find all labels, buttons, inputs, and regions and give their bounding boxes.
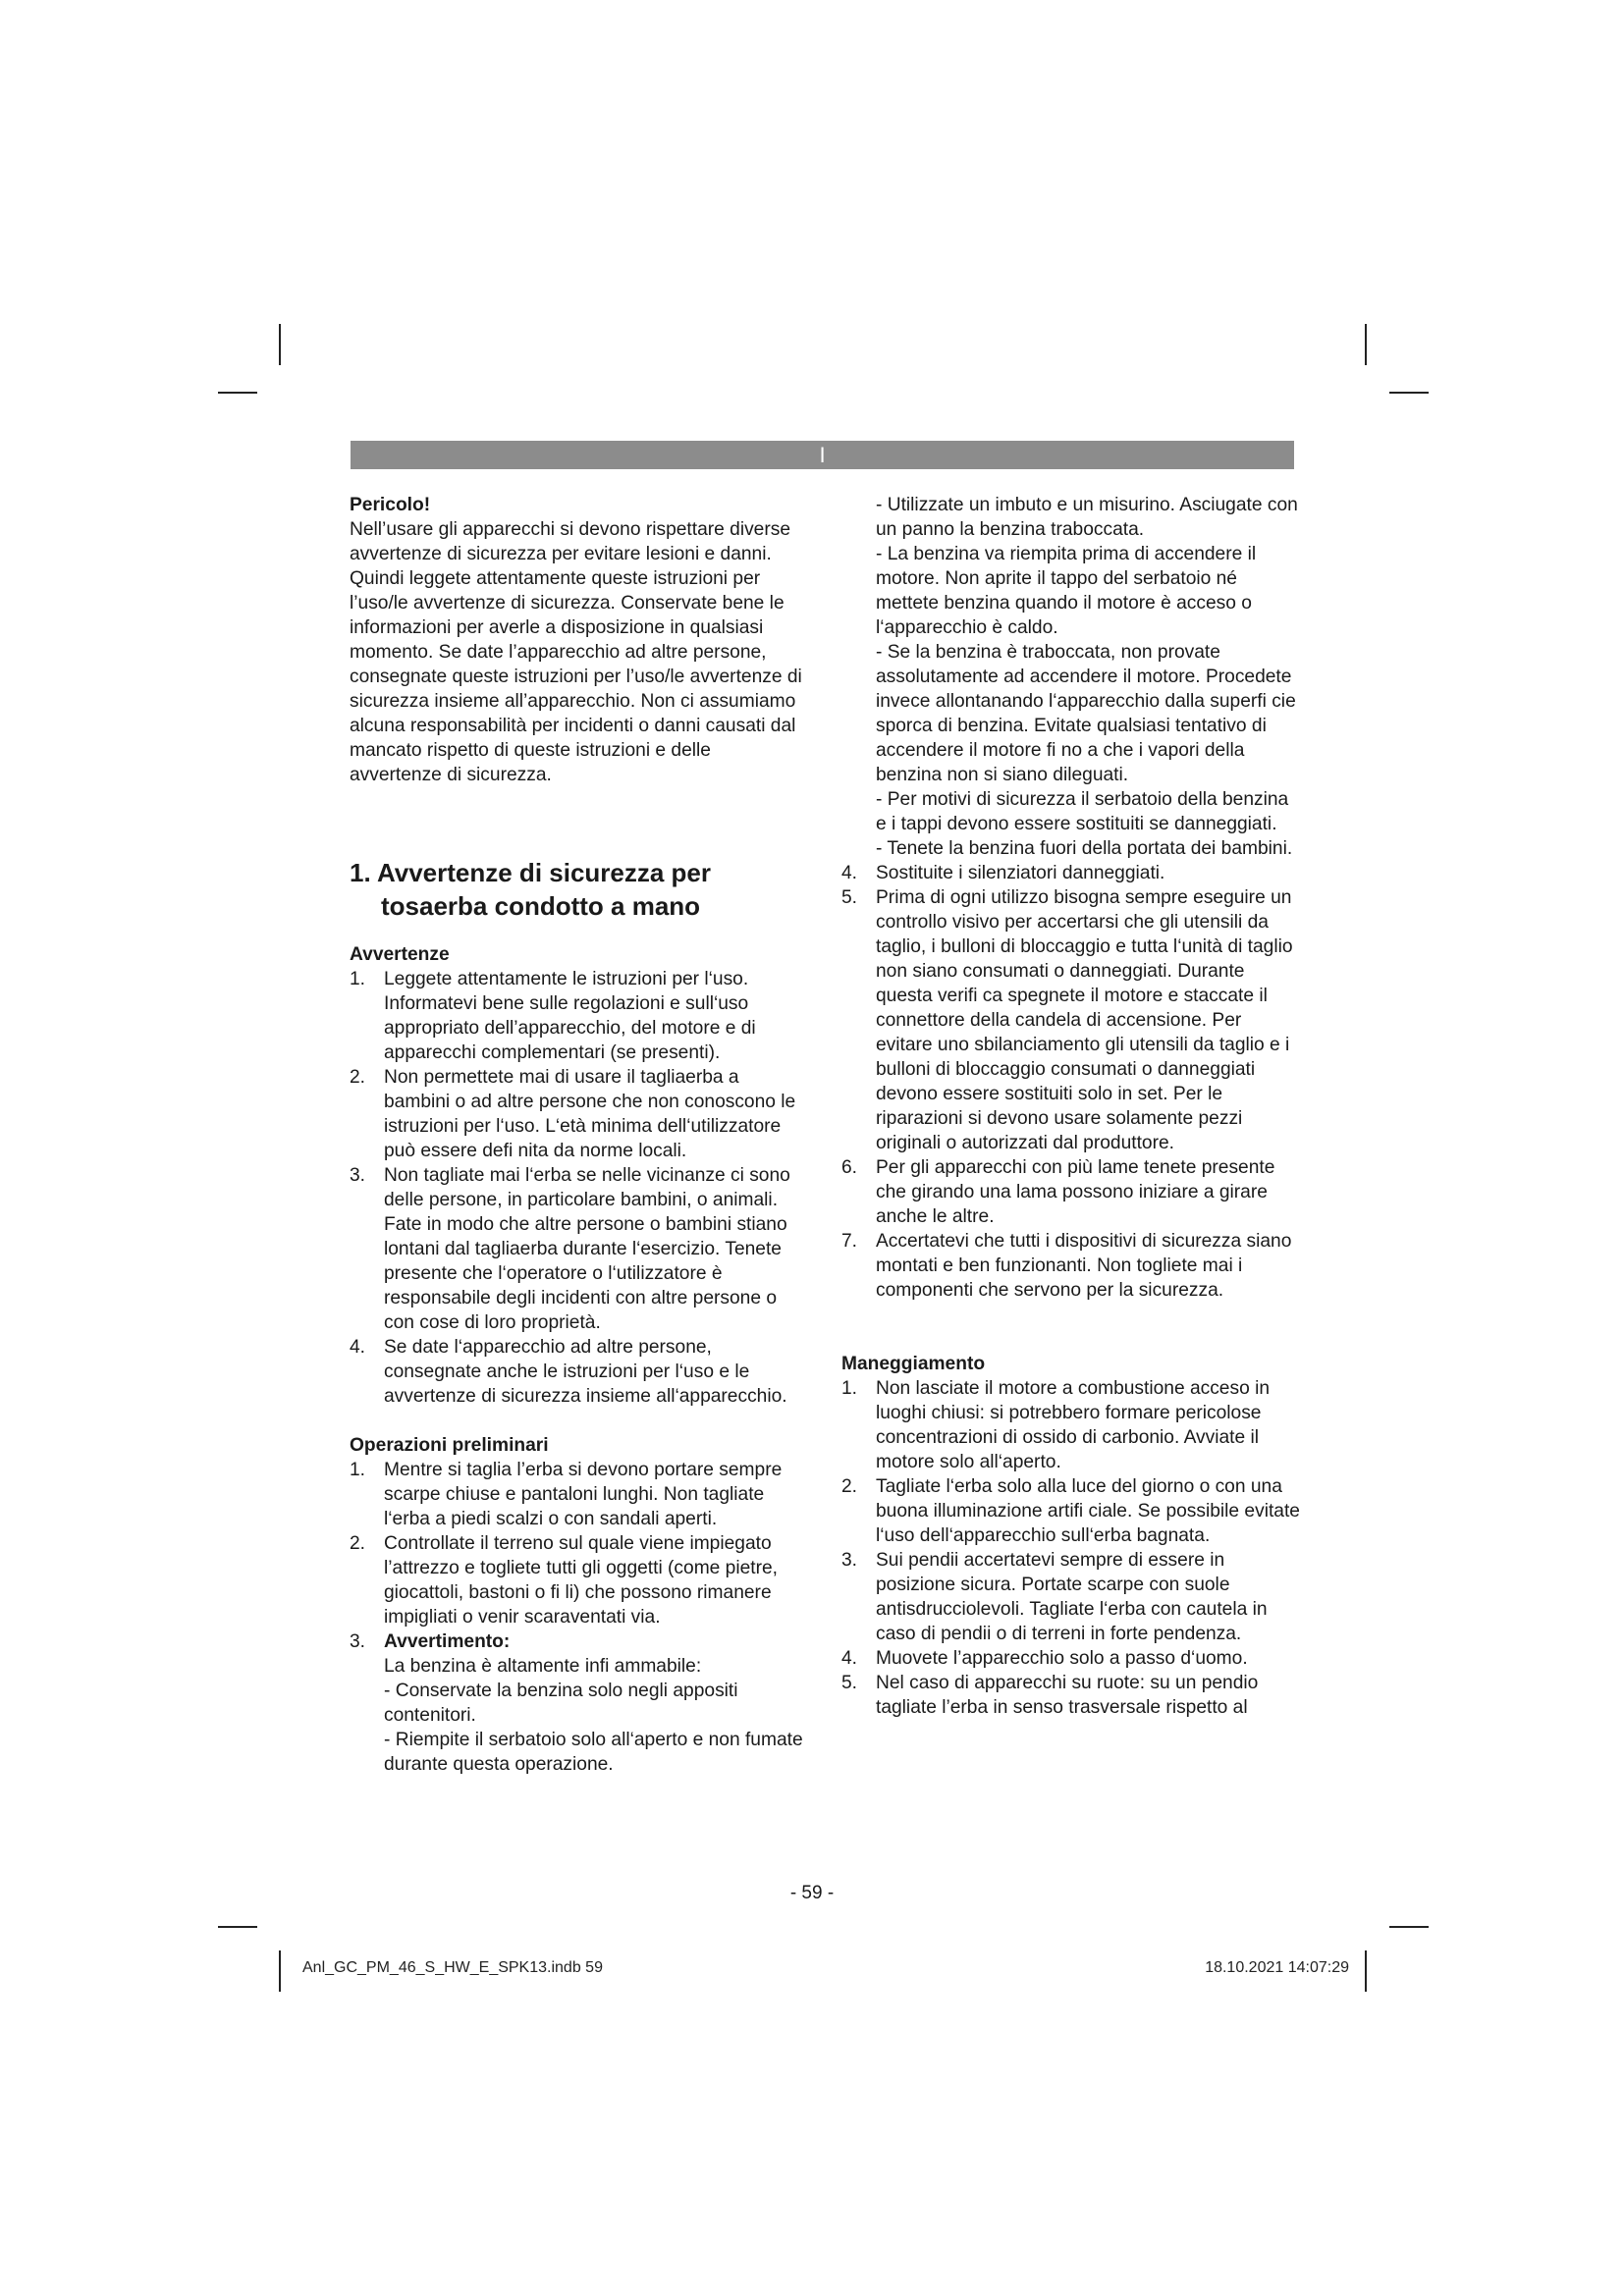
crop-mark-bottom-right-vertical [1365,1950,1367,1992]
spacer [841,1303,1303,1352]
item-number: 1. [841,1378,858,1399]
warning-line: - Per motivi di sicurezza il serbatoio della benzina e i tappi devono essere sostituiti se danneggiati. [876,789,1289,834]
warning-line: - Riempite il serbatoio solo all‘aperto e non fumate durante questa operazione. [384,1730,803,1775]
crop-mark-bottom-left-vertical [279,1950,281,1992]
item-text: Non lasciate il motore a combustione acceso in luoghi chiusi: si potrebbero formare pericolose concentrazioni di ossido di carbonio. Avviate il motore solo all‘aperto. [876,1378,1271,1472]
item-number: 4. [841,1648,858,1669]
warning-line: - Conservate la benzina solo negli appositi contenitori. [384,1681,738,1726]
preliminary-list-continued [841,861,1303,1303]
crop-mark-top-left-horizontal [218,392,257,394]
page-number: - 59 - [789,1883,835,1903]
item-text: Sostituite i silenziatori danneggiati. [876,863,1165,883]
item-text: Leggete attentamente le istruzioni per l‘uso. Informatevi bene sulle regolazioni e sull‘uso appropriato dell’apparecchio, del motore e di apparecchi complementari (se presenti). [384,969,756,1063]
item-text: Controllate il terreno sul quale viene impiegato l’attrezzo e togliete tutti gli oggetti (come pietre, giocattoli, bastoni o fi li) che possono rimanere impigliati o venir scaraventati via. [384,1533,779,1628]
footer-timestamp: 18.10.2021 14:07:29 [1205,1959,1349,1976]
list-item [841,1646,1303,1671]
item-text: Se date l‘apparecchio ad altre persone, consegnate anche le istruzioni per l‘uso e le avvertenze di sicurezza insieme all‘apparecchio. [384,1337,787,1407]
warning-continued [841,493,1303,861]
list-item [841,1155,1303,1229]
handling-list [841,1376,1303,1720]
list-item [841,861,1303,885]
item-number: 4. [841,863,858,883]
list-item [841,885,1303,1155]
item-text: Sui pendii accertatevi sempre di essere in posizione sicura. Portate scarpe con suole antisdrucciolevoli. Tagliate l‘erba con cautela in caso di pendii o di terreni in forte pendenza. [876,1550,1268,1644]
item-number: 3. [350,1631,366,1652]
danger-title: Pericolo! [350,495,431,515]
item-text: Non tagliate mai l‘erba se nelle vicinanze ci sono delle persone, in particolare bambini, o animali. Fate in modo che altre persone o bambini stiano lontani dal tagliaerba durante l‘esercizio. Tenete presente che l‘operatore o l‘utilizzatore è responsabile degli incidenti con altre persone o con cose di loro proprietà. [384,1165,790,1333]
warning-label: Avvertimento: [384,1631,511,1652]
warning-line: - Utilizzate un imbuto e un misurino. Asciugate con un panno la benzina traboccata. [876,495,1298,540]
spacer [350,787,807,836]
item-number: 2. [350,1533,366,1554]
item-number: 1. [350,1460,366,1480]
warnings-title: Avvertenze [350,944,450,965]
section-title: 1. Avvertenze di sicurezza per tosaerba condotto a mano [350,858,712,921]
list-item [350,1629,807,1777]
crop-mark-top-right-vertical [1365,324,1367,365]
item-text: Nel caso di apparecchi su ruote: su un pendio tagliate l’erba in senso trasversale rispetto al [876,1673,1259,1718]
item-text: Accertatevi che tutti i dispositivi di sicurezza siano montati e ben funzionanti. Non togliete mai i componenti che servono per la sicurezza. [876,1231,1292,1301]
right-column [841,493,1303,1720]
item-number: 3. [841,1550,858,1571]
footer-file-name: Anl_GC_PM_46_S_HW_E_SPK13.indb 59 [302,1959,603,1976]
item-text: Non permettete mai di usare il tagliaerba a bambini o ad altre persone che non conoscono le istruzioni per l‘uso. L‘età minima dell‘utilizzatore può essere defi nita da norme locali. [384,1067,796,1161]
list-item [350,967,807,1065]
crop-mark-bottom-right-horizontal [1389,1926,1429,1928]
left-column [350,493,807,1777]
item-number: 1. [350,969,366,989]
list-item [350,1458,807,1531]
crop-mark-top-left-vertical [279,324,281,365]
list-item [841,1548,1303,1646]
list-item [350,1335,807,1409]
item-text: Mentre si taglia l’erba si devono portare sempre scarpe chiuse e pantaloni lunghi. Non tagliate l‘erba a piedi scalzi o con sandali aperti. [384,1460,783,1529]
item-text: Tagliate l‘erba solo alla luce del giorno o con una buona illuminazione artifi ciale. Se possibile evitate l‘uso dell‘apparecchio sull‘erba bagnata. [876,1476,1300,1546]
preliminary-title: Operazioni preliminari [350,1435,549,1456]
list-item [841,1671,1303,1720]
warning-line: - Se la benzina è traboccata, non provate assolutamente ad accendere il motore. Procedete invece allontanando l‘apparecchio dalla superfi cie sporca di benzina. Evitate qualsiasi tentativo di accendere il motore fi no a che i vapori della benzina non si siano dileguati. [876,642,1296,785]
item-text: Muovete l’apparecchio solo a passo d‘uomo. [876,1648,1248,1669]
warning-line: La benzina è altamente infi ammabile: [384,1656,702,1677]
warnings-list [350,967,807,1409]
crop-mark-bottom-left-horizontal [218,1926,257,1928]
language-tab-bar [351,441,1294,469]
item-number: 5. [841,887,858,908]
warning-line: - La benzina va riempita prima di accendere il motore. Non aprite il tappo del serbatoio né mettete benzina quando il motore è acceso o l‘apparecchio è caldo. [876,544,1257,638]
item-number: 3. [350,1165,366,1186]
danger-text: Nell’usare gli apparecchi si devono rispettare diverse avvertenze di sicurezza per evitare lesioni e danni. Quindi leggete attentamente queste istruzioni per l’uso/le avvertenze di sicurezza. Conservate bene le informazioni per averle a disposizione in qualsiasi momento. Se date l’apparecchio ad altre persone, consegnate queste istruzioni per l’uso/le avvertenze di sicurezza insieme all’apparecchio. Non ci assumiamo alcuna responsabilità per incidenti o danni causati dal mancato rispetto di queste istruzioni e delle avvertenze di sicurezza. [350,519,802,785]
crop-mark-top-right-horizontal [1389,392,1429,394]
item-text: Per gli apparecchi con più lame tenete presente che girando una lama possono iniziare a girare anche le altre. [876,1157,1275,1227]
spacer [350,1409,807,1433]
item-number: 2. [350,1067,366,1088]
warning-line: - Tenete la benzina fuori della portata dei bambini. [876,838,1293,859]
list-item [350,1163,807,1335]
item-number: 4. [350,1337,366,1358]
item-number: 6. [841,1157,858,1178]
item-number: 7. [841,1231,858,1252]
item-number: 2. [841,1476,858,1497]
list-item [841,1474,1303,1548]
item-text: Prima di ogni utilizzo bisogna sempre eseguire un controllo visivo per accertarsi che gli utensili da taglio, i bulloni di bloccaggio e tutta l‘unità di taglio non siano consumati o danneggiati. Durante questa verifi ca spegnete il motore e staccate il connettore della candela di accensione. Per evitare uno sbilanciamento gli utensili da taglio e i bulloni di bloccaggio consumati o danneggiati devono essere sostituiti solo in set. Per le riparazioni si devono usare solamente pezzi originali o autorizzati dal produttore. [876,887,1293,1153]
list-item [841,1229,1303,1303]
list-item [841,1376,1303,1474]
list-item [350,1065,807,1163]
language-tab-label: I [819,443,826,467]
list-item [350,1531,807,1629]
preliminary-list [350,1458,807,1777]
item-number: 5. [841,1673,858,1693]
handling-title: Maneggiamento [841,1354,986,1374]
